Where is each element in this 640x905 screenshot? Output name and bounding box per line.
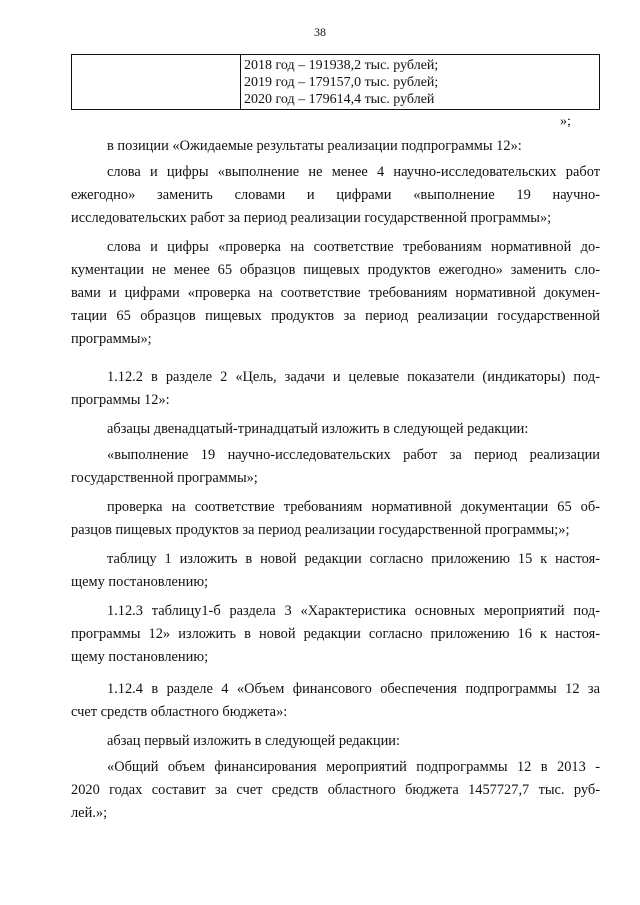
- paragraph-line: 2020 годах составит за счет средств областного бюджета 1457727,7 тыс. руб-: [71, 782, 600, 798]
- paragraph-quote-research: [71, 444, 600, 490]
- paragraph-section-3: [71, 600, 600, 669]
- paragraph-section-4: [71, 678, 600, 724]
- paragraph-line: исследовательских работ за период реализации государственной программы»;: [71, 210, 552, 226]
- funding-table-fragment: [71, 54, 600, 110]
- paragraph-first-abzac: [71, 730, 600, 753]
- paragraph-line: программы»;: [71, 331, 152, 347]
- paragraph-line: 1.12.4 в разделе 4 «Объем финансового обеспечения подпрограммы 12 за: [107, 681, 600, 697]
- paragraph-line: программы 12»:: [71, 392, 170, 408]
- paragraph-line: тации 65 образцов пищевых продуктов за период реализации государственной: [71, 308, 600, 324]
- paragraph-line: проверка на соответствие требованиям нормативной документации 65 об-: [107, 499, 600, 515]
- paragraph-expected-results: [71, 135, 600, 158]
- table-empty-cell: [72, 55, 241, 110]
- paragraph-table-1: [71, 548, 600, 594]
- paragraph-research-works: [71, 161, 600, 230]
- table-funding-cell: [240, 55, 599, 110]
- paragraph-line: «выполнение 19 научно-исследовательских работ за период реализации: [107, 447, 600, 463]
- paragraph-section-2: [71, 366, 600, 412]
- paragraph-line: слова и цифры «проверка на соответствие требованиям нормативной до-: [107, 239, 600, 255]
- paragraph-line: 1.12.3 таблицу1-б раздела 3 «Характеристика основных мероприятий под-: [107, 603, 600, 619]
- paragraph-line: государственной программы»;: [71, 470, 258, 486]
- paragraph-total-funding: [71, 756, 600, 825]
- paragraph-line: вами и цифрами «проверка на соответствие требованиям нормативной докумен-: [71, 285, 600, 301]
- page-number: 38: [314, 25, 326, 39]
- paragraph-line: щему постановлению;: [71, 649, 209, 665]
- paragraph-line: абзацы двенадцатый-тринадцатый изложить в следующей редакции:: [107, 421, 529, 437]
- paragraph-line: в позиции «Ожидаемые результаты реализации подпрограммы 12»:: [107, 138, 522, 154]
- closing-quote: »;: [560, 114, 571, 129]
- paragraph-line: таблицу 1 изложить в новой редакции согласно приложению 15 к настоя-: [107, 551, 600, 567]
- table-line: 2019 год – 179157,0 тыс. рублей;: [243, 75, 439, 90]
- paragraph-line: счет средств областного бюджета»:: [71, 704, 288, 720]
- paragraph-line: разцов пищевых продуктов за период реализации государственной программы;»;: [71, 522, 570, 538]
- paragraph-line: 1.12.2 в разделе 2 «Цель, задачи и целевые показатели (индикаторы) под-: [107, 369, 600, 385]
- paragraph-food-samples: [71, 236, 600, 351]
- paragraph-abzacy: [71, 418, 600, 441]
- paragraph-line: лей.»;: [71, 805, 108, 821]
- paragraph-line: программы 12» изложить в новой редакции согласно приложению 16 к настоя-: [71, 626, 600, 642]
- table-line: 2018 год – 191938,2 тыс. рублей;: [243, 58, 439, 73]
- paragraph-line: абзац первый изложить в следующей редакции:: [107, 733, 401, 749]
- paragraph-line: ежегодно» заменить словами и цифрами «выполнение 19 научно-: [71, 187, 600, 203]
- paragraph-line: кументации не менее 65 образцов пищевых продуктов ежегодно» заменить сло-: [71, 262, 600, 278]
- paragraph-line: «Общий объем финансирования мероприятий подпрограммы 12 в 2013 -: [107, 759, 600, 775]
- paragraph-line: слова и цифры «выполнение не менее 4 научно-исследовательских работ: [107, 164, 600, 180]
- table-line: 2020 год – 179614,4 тыс. рублей: [243, 92, 435, 107]
- paragraph-check-compliance: [71, 496, 600, 542]
- paragraph-line: щему постановлению;: [71, 574, 209, 590]
